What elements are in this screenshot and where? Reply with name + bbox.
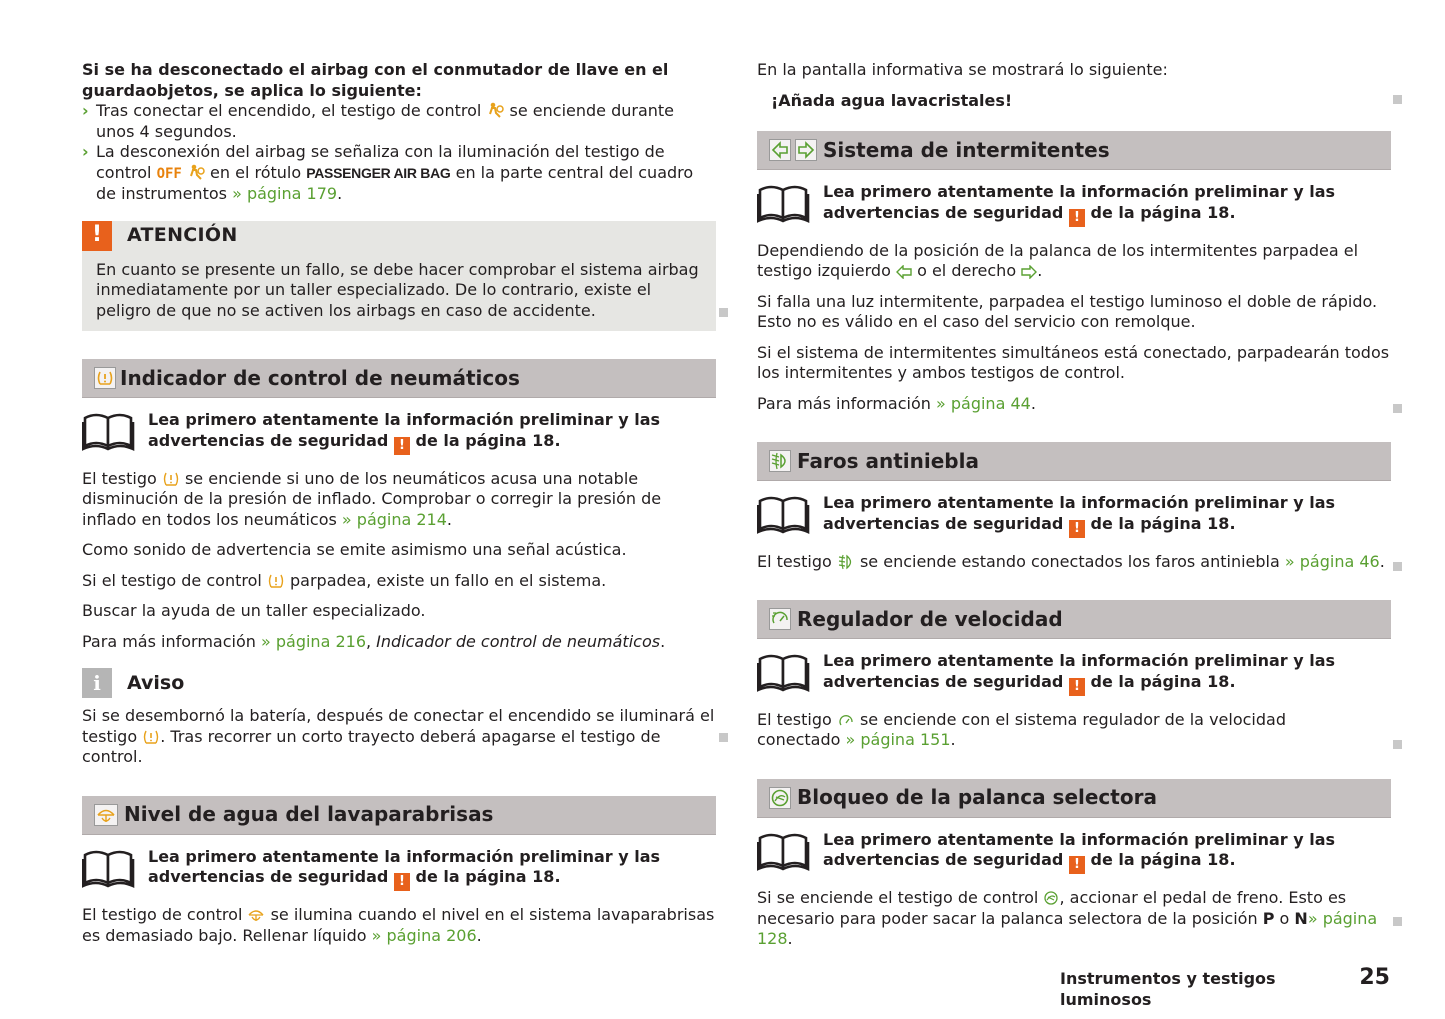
chapter-title: Instrumentos y testigos luminosos	[1060, 969, 1276, 1009]
section-title: Regulador de velocidad	[797, 606, 1063, 631]
page-link[interactable]: » página 179	[232, 184, 338, 203]
right-column	[757, 60, 1391, 960]
note-text: Si se desembornó la batería, después de conectar el encendido se iluminará el testigo . Tras recorrer un corto trayecto deberá apagarse el testigo de control.	[82, 706, 715, 766]
turn-signal-section: Sistema de intermitentes Lea primero atentamente la información preliminar y las advertencias de seguridad ! de la página 18. Dependiendo de la posición de la palanca de los intermitentes parpadea el testigo izquierdo o el derecho . Si falla una luz intermitente, parpadea el testigo luminoso el doble de rápido. Esto no es válido en el caso del servicio con remolque. Si el sistema de intermitentes simultáneos está conectado, parpadearán todos los intermitentes y ambos testigos de control. Para más información » página 44.	[757, 131, 1391, 414]
brake-pedal-icon	[769, 787, 791, 809]
cruise-control-section: Regulador de velocidad Lea primero atentamente la información preliminar y las advertencias de seguridad ! de la página 18. El testigo se enciende con el sistema regulador de la velocidad conectado » página 151.	[757, 600, 1391, 751]
warning-icon: !	[394, 437, 410, 455]
section-header	[757, 779, 1391, 818]
section-end-marker	[1393, 917, 1402, 926]
attention-title: ATENCIÓN	[127, 224, 238, 247]
page-link[interactable]: » página 44	[935, 393, 1031, 413]
tyre-pressure-icon	[267, 573, 285, 589]
read-first-note: Lea primero atentamente la información preliminar y las advertencias de seguridad ! de la página 18.	[82, 847, 716, 892]
section-title: Sistema de intermitentes	[823, 137, 1110, 162]
washer-fluid-icon	[94, 804, 118, 826]
section-title: Indicador de control de neumáticos	[120, 365, 520, 390]
page-footer	[1060, 965, 1390, 1010]
book-icon	[757, 495, 811, 535]
page-number: 25	[1359, 965, 1390, 990]
section-title: Nivel de agua del lavaparabrisas	[124, 802, 494, 827]
section-end-marker	[1393, 404, 1402, 413]
note-title: Aviso	[127, 671, 185, 694]
section-title: Faros antiniebla	[797, 448, 979, 473]
attention-box	[82, 221, 716, 332]
section-header	[757, 131, 1391, 170]
passenger-airbag-label: PASSENGER AIR BAG	[306, 164, 451, 181]
warning-icon: !	[82, 221, 112, 251]
book-icon	[82, 849, 136, 889]
section-header	[82, 359, 716, 398]
brake-pedal-icon	[1043, 890, 1059, 906]
warning-icon: !	[1069, 209, 1085, 227]
read-first-note: Lea primero atentamente la información preliminar y las advertencias de seguridad ! de la página 18.	[757, 651, 1391, 696]
section-header	[82, 796, 716, 835]
page-link[interactable]: » página 46	[1284, 551, 1380, 571]
section-end-marker	[1393, 740, 1402, 749]
display-message: ¡Añada agua lavacristales!	[771, 90, 1013, 110]
page-link[interactable]: » página 206	[371, 925, 477, 945]
selector-lever-section: Bloqueo de la palanca selectora Lea primero atentamente la información preliminar y las advertencias de seguridad ! de la página 18. Si se enciende el testigo de control , accionar el pedal de freno. Esto es necesario para poder sacar la palanca selectora de la posición P o N» página 128.	[757, 779, 1391, 950]
info-icon: i	[82, 668, 112, 698]
list-item: › La desconexión del airbag se señaliza con la iluminación del testigo de control OFF en el rótulo PASSENGER AIR BAG en la parte central del cuadro de instrumentos » página 179.	[82, 142, 694, 203]
tyre-pressure-icon	[162, 471, 180, 487]
airbag-off-icon	[486, 101, 504, 119]
warning-icon: !	[1069, 520, 1085, 538]
warning-icon: !	[1069, 856, 1085, 874]
tyre-section: Indicador de control de neumáticos Lea primero atentamente la información preliminar y las advertencias de seguridad ! de la página 18. El testigo se enciende si uno de los neumáticos acusa una notable disminución de la presión de inflado. Comprobar o corregir la presión de inflado en todos los neumáticos » página 214. Como sonido de advertencia se emite asimismo una señal acústica. Si el testigo de control parpadea, existe un fallo en el sistema. Buscar la ayuda de un taller especializado. Para más información » página 216, Indicador de control de neumáticos. i Aviso Si se desembornó la batería, después de conectar el encendido se iluminará el testigo . Tras recorrer un corto trayecto deberá apagarse el testigo de control.	[82, 359, 716, 768]
page-link[interactable]: » página 151	[845, 730, 951, 749]
tyre-pressure-icon	[142, 729, 160, 745]
section-end-marker	[1393, 95, 1402, 104]
washer-fluid-icon	[247, 907, 265, 923]
cruise-control-icon	[837, 712, 855, 728]
fog-light-icon	[769, 450, 791, 472]
section-end-marker	[1393, 562, 1402, 571]
section-header	[757, 600, 1391, 639]
note-header	[82, 668, 716, 698]
attention-text: En cuanto se presente un fallo, se debe hacer comprobar el sistema airbag inmediatamente por un taller especializado. De lo contrario, existe el peligro de que no se activen los airbags en caso de accidente.	[96, 259, 699, 320]
turn-left-icon	[896, 265, 912, 279]
read-first-note: Lea primero atentamente la información preliminar y las advertencias de seguridad ! de la página 18.	[82, 410, 716, 455]
tyre-pressure-icon	[94, 367, 116, 389]
section-end-marker	[719, 308, 728, 317]
turn-signal-icon	[769, 139, 817, 161]
book-icon	[757, 653, 811, 693]
read-first-note: Lea primero atentamente la información preliminar y las advertencias de seguridad ! de la página 18.	[757, 182, 1391, 227]
section-end-marker	[719, 733, 728, 742]
book-icon	[82, 412, 136, 452]
read-first-note: Lea primero atentamente la información preliminar y las advertencias de seguridad ! de la página 18.	[757, 830, 1391, 875]
read-first-note: Lea primero atentamente la información preliminar y las advertencias de seguridad ! de la página 18.	[757, 493, 1391, 538]
left-column	[82, 60, 716, 956]
turn-right-icon	[1021, 265, 1037, 279]
washer-section: Nivel de agua del lavaparabrisas Lea primero atentamente la información preliminar y las advertencias de seguridad ! de la página 18. El testigo de control se ilumina cuando el nivel en el sistema lavaparabrisas es demasiado bajo. Rellenar líquido » página 206.	[82, 796, 716, 947]
section-header	[757, 442, 1391, 481]
fog-light-section: Faros antiniebla Lea primero atentamente la información preliminar y las advertencias de seguridad ! de la página 18. El testigo se enciende estando conectados los faros antiniebla » página 46.	[757, 442, 1391, 572]
cruise-control-icon	[769, 608, 791, 630]
page-link[interactable]: » página 214	[341, 509, 447, 529]
book-icon	[757, 184, 811, 224]
off-indicator: OFF	[156, 165, 182, 182]
book-icon	[757, 832, 811, 872]
warning-icon: !	[394, 873, 410, 891]
page-link[interactable]: » página 128	[757, 908, 1378, 948]
fog-light-icon	[837, 554, 855, 570]
display-intro: En la pantalla informativa se mostrará lo siguiente:	[757, 60, 1168, 79]
list-item: › Tras conectar el encendido, el testigo de control se enciende durante unos 4 segundos.	[82, 101, 675, 141]
section-title: Bloqueo de la palanca selectora	[797, 785, 1157, 810]
warning-icon: !	[1069, 678, 1085, 696]
airbag-off-icon	[187, 163, 205, 181]
page-link[interactable]: » página 216	[260, 631, 366, 651]
airbag-intro-heading: Si se ha desconectado el airbag con el conmutador de llave en el guardaobjetos, se aplica lo siguiente:	[82, 60, 669, 100]
